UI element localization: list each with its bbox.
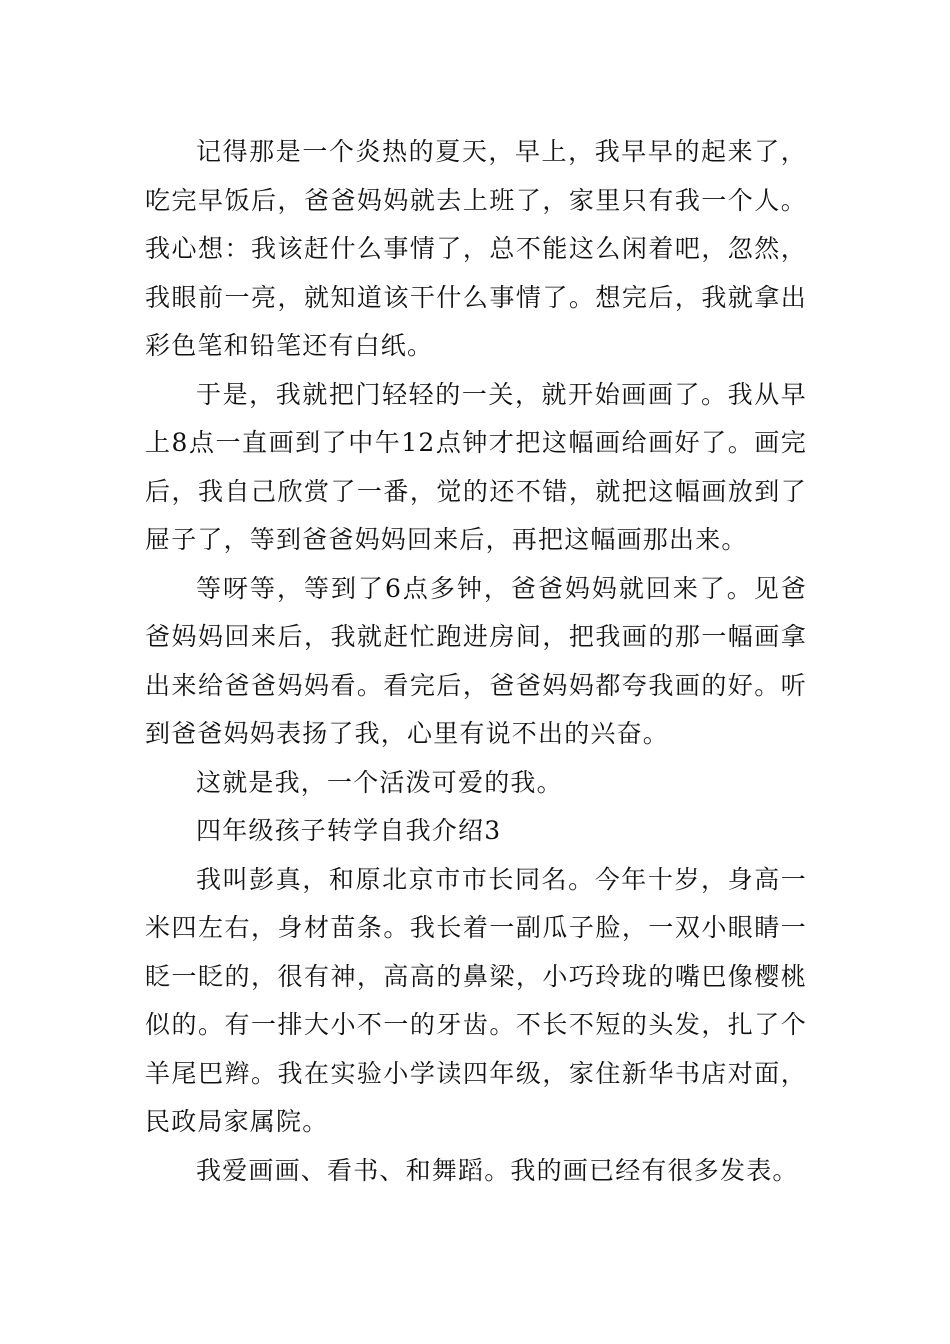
paragraph-hobbies: 我爱画画、看书、和舞蹈。我的画已经有很多发表。: [196, 1155, 799, 1185]
document-body: [145, 128, 807, 1195]
paragraph-self-description: 我叫彭真，和原北京市市长同名。今年十岁，身高一米四左右，身材苗条。我长着一副瓜子脸，一双小眼睛一眨一眨的，很有神，高高的鼻梁，小巧玲珑的嘴巴像樱桃似的。有一排大小不一的牙齿。不长不短的头发，扎了个羊尾巴辫。我在实验小学读四年级，家住新华书店对面，民政局家属院。: [145, 864, 807, 1136]
paragraph-painting-morning: 记得那是一个炎热的夏天，早上，我早早的起来了，吃完早饭后，爸爸妈妈就去上班了，家里只有我一个人。我心想：我该赶什么事情了，总不能这么闲着吧，忽然，我眼前一亮，就知道该干什么事情了。想完后，我就拿出彩色笔和铅笔还有白纸。: [145, 137, 807, 360]
paragraph-painting-process: 于是，我就把门轻轻的一关，就开始画画了。我从早上8点一直画到了中午12点钟才把这幅画给画好了。画完后，我自己欣赏了一番，觉的还不错，就把这幅画放到了屉子了，等到爸爸妈妈回来后，再把这幅画那出来。: [145, 379, 807, 554]
paragraph-parents-return: 等呀等，等到了6点多钟，爸爸妈妈就回来了。见爸爸妈妈回来后，我就赶忙跑进房间，把我画的那一幅画拿出来给爸爸妈妈看。看完后，爸爸妈妈都夸我画的好。听到爸爸妈妈表扬了我，心里有说不出的兴奋。: [145, 573, 807, 748]
section-heading: 四年级孩子转学自我介绍3: [196, 816, 502, 845]
paragraph-conclusion: 这就是我，一个活泼可爱的我。: [196, 767, 563, 797]
